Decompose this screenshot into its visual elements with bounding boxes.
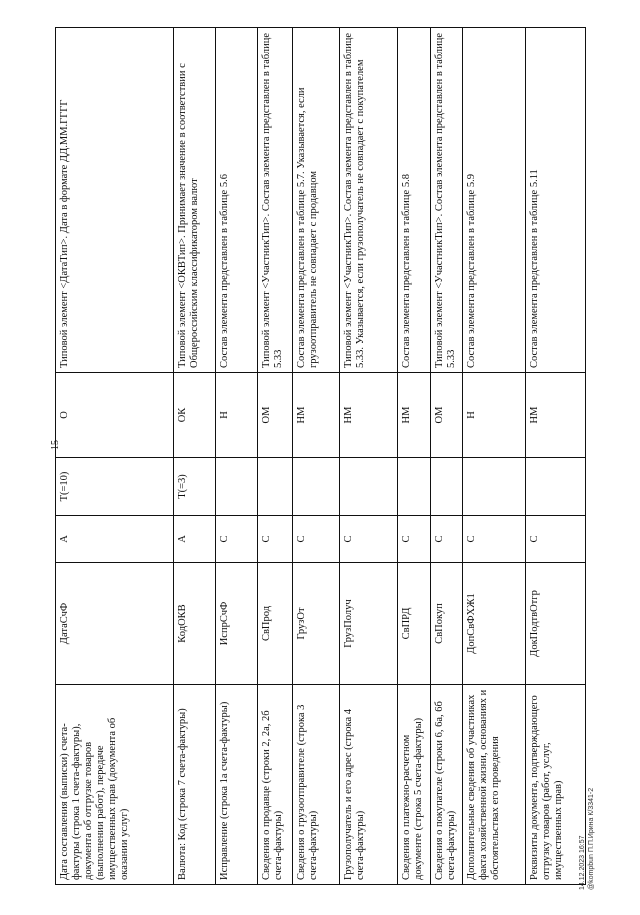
element-type-cell: С — [431, 516, 463, 563]
element-notes-cell: Типовой элемент <ДатаТип>. Дата в формате ДД.ММ.ГГГГ — [56, 28, 174, 373]
element-type-cell: С — [293, 516, 340, 563]
element-notes-cell: Состав элемента представлен в таблице 5.8 — [398, 28, 431, 373]
element-format-cell — [258, 458, 293, 516]
element-code-cell: СвПокуп — [431, 563, 463, 685]
element-required-cell: ОМ — [258, 373, 293, 458]
element-name-cell: Исправление (строка 1а счета-фактуры) — [216, 685, 258, 885]
element-name-cell: Грузополучатель и его адрес (строка 4 счета-фактуры) — [340, 685, 398, 885]
element-required-cell: НМ — [398, 373, 431, 458]
element-format-cell: Т(=10) — [56, 458, 174, 516]
element-type-cell: А — [174, 516, 216, 563]
table-row — [56, 28, 174, 885]
element-required-cell: НМ — [293, 373, 340, 458]
element-code-cell: СвПРД — [398, 563, 431, 685]
table-row — [258, 28, 293, 885]
table-row — [463, 28, 526, 885]
element-name-cell: Реквизиты документа, подтверждающего отгрузку товаров (работ, услуг, имущественных прав) — [526, 685, 586, 885]
element-required-cell: Н — [463, 373, 526, 458]
table-row — [216, 28, 258, 885]
table-row — [293, 28, 340, 885]
element-required-cell: ОМ — [431, 373, 463, 458]
element-type-cell: А — [56, 516, 174, 563]
elements-table — [55, 27, 586, 885]
element-format-cell — [431, 458, 463, 516]
element-code-cell: ДокПодтвОтгр — [526, 563, 586, 685]
element-type-cell: С — [216, 516, 258, 563]
element-notes-cell: Состав элемента представлен в таблице 5.11 — [526, 28, 586, 373]
element-format-cell — [398, 458, 431, 516]
element-code-cell: СвПрод — [258, 563, 293, 685]
element-format-cell — [216, 458, 258, 516]
table-row — [431, 28, 463, 885]
table-row — [340, 28, 398, 885]
element-required-cell: О — [56, 373, 174, 458]
element-type-cell: С — [526, 516, 586, 563]
element-name-cell: Дата составления (выписки) счета-фактуры (строка 1 счета-фактуры), документа об отгрузке товаров (выполнении работ), передаче имущественных прав (документа об оказании услуг) — [56, 685, 174, 885]
page-number: 15 — [50, 440, 61, 450]
element-required-cell: НМ — [526, 373, 586, 458]
element-code-cell: ИспрСчФ — [216, 563, 258, 685]
element-format-cell — [340, 458, 398, 516]
print-stamp-author: @kompbun П.П.Ирина К/3341-2 — [588, 787, 595, 890]
element-notes-cell: Типовой элемент <УчастникТип>. Состав элемента представлен в таблице 5.33 — [431, 28, 463, 373]
element-required-cell: Н — [216, 373, 258, 458]
table-row — [174, 28, 216, 885]
element-name-cell: Дополнительные сведения об участниках факта хозяйственной жизни, основаниях и обстоятельствах его проведения — [463, 685, 526, 885]
element-notes-cell: Состав элемента представлен в таблице 5.6 — [216, 28, 258, 373]
element-required-cell: ОК — [174, 373, 216, 458]
element-required-cell: НМ — [340, 373, 398, 458]
element-name-cell: Сведения о грузоотправителе (строка 3 счета-фактуры) — [293, 685, 340, 885]
element-code-cell: ГрузОт — [293, 563, 340, 685]
element-notes-cell: Типовой элемент <УчастникТип>. Состав элемента представлен в таблице 5.33. Указывается, если грузополучатель не совпадает с покупателем — [340, 28, 398, 373]
element-notes-cell: Типовой элемент <УчастникТип>. Состав элемента представлен в таблице 5.33 — [258, 28, 293, 373]
element-type-cell: С — [463, 516, 526, 563]
element-format-cell: Т(=3) — [174, 458, 216, 516]
element-format-cell — [526, 458, 586, 516]
element-code-cell: ГрузПолуч — [340, 563, 398, 685]
element-code-cell: ДопСвФХЖ1 — [463, 563, 526, 685]
element-type-cell: С — [258, 516, 293, 563]
element-format-cell — [463, 458, 526, 516]
element-notes-cell: Состав элемента представлен в таблице 5.9 — [463, 28, 526, 373]
table-row — [526, 28, 586, 885]
element-format-cell — [293, 458, 340, 516]
element-name-cell: Сведения о покупателе (строки 6, 6а, 6б счета-фактуры) — [431, 685, 463, 885]
element-type-cell: С — [340, 516, 398, 563]
element-code-cell: КодОКВ — [174, 563, 216, 685]
table-row — [398, 28, 431, 885]
print-stamp-date: 14.12.2023 16:57 — [579, 835, 586, 890]
element-name-cell: Валюта: Код (строка 7 счета-фактуры) — [174, 685, 216, 885]
element-notes-cell: Типовой элемент <ОКВТип>. Принимает значение в соответствии с Общероссийским классификатором валют — [174, 28, 216, 373]
element-name-cell: Сведения о продавце (строки 2, 2а, 2б счета-фактуры) — [258, 685, 293, 885]
element-code-cell: ДатаСчФ — [56, 563, 174, 685]
rotated-table-container — [55, 28, 585, 885]
element-name-cell: Сведения о платежно-расчетном документе (строка 5 счета-фактуры) — [398, 685, 431, 885]
element-notes-cell: Состав элемента представлен в таблице 5.7. Указывается, если грузоотправитель не совпадает с продавцом — [293, 28, 340, 373]
element-type-cell: С — [398, 516, 431, 563]
